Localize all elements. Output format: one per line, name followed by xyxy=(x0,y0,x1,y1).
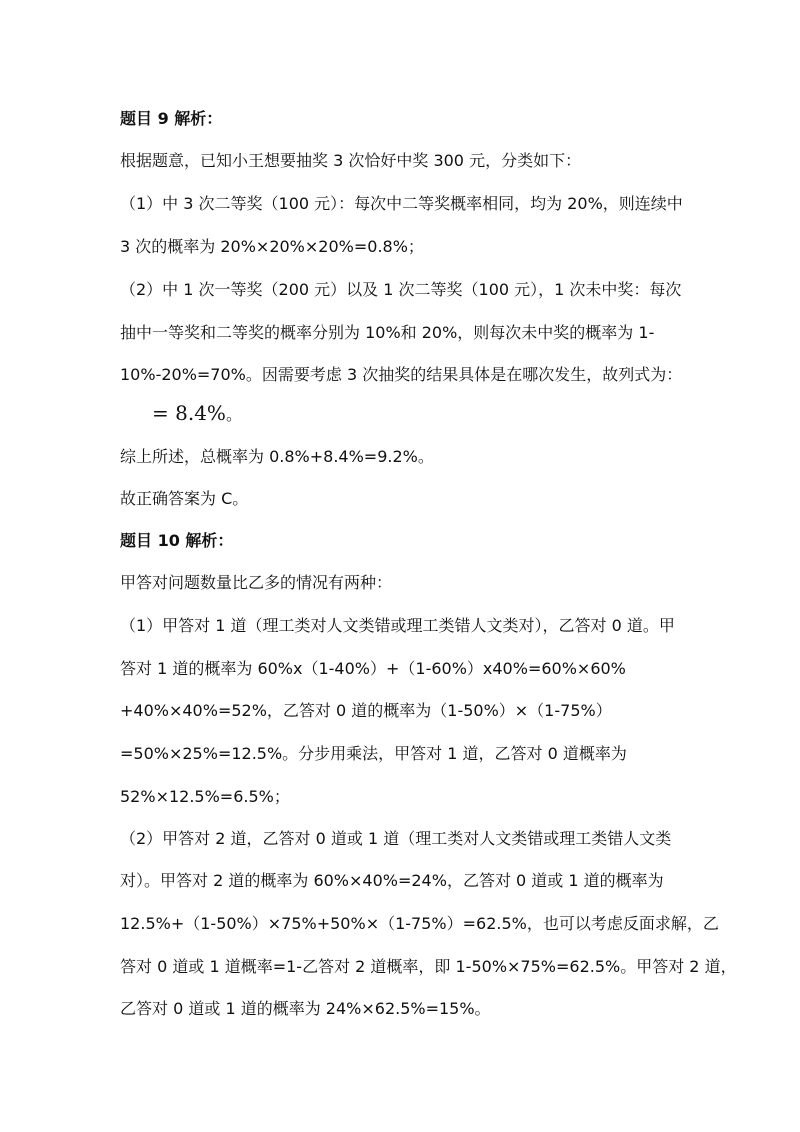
q10-line-2: （1）甲答对 1 道（理工类对人文类错或理工类错人文类对），乙答对 0 道。甲 xyxy=(120,616,675,635)
q10-line-3: 答对 1 道的概率为 60%x（1-40%）+（1-60%）x40%=60%×60% xyxy=(120,659,626,678)
q9-formula xyxy=(152,400,242,428)
q10-line-4: +40%×40%=52%，乙答对 0 道的概率为（1-50%）×（1-75%） xyxy=(120,701,612,720)
q9-formula-expression: = 8.4% xyxy=(152,401,226,425)
q10-heading: 题目 10 解析： xyxy=(120,531,234,550)
q9-answer: 故正确答案为 C。 xyxy=(120,489,249,508)
q10-line-9: 12.5%+（1-50%）×75%+50%×（1-75%）=62.5%，也可以考虑反面求解，乙 xyxy=(120,914,719,933)
q9-heading: 题目 9 解析： xyxy=(120,109,223,128)
q9-line-2: （1）中 3 次二等奖（100 元）：每次中二等奖概率相同，均为 20%，则连续中 xyxy=(120,194,683,213)
q10-line-6: 52%×12.5%=6.5%； xyxy=(120,787,290,806)
q9-line-1: 根据题意，已知小王想要抽奖 3 次恰好中奖 300 元，分类如下： xyxy=(120,151,582,170)
q10-line-1: 甲答对问题数量比乙多的情况有两种： xyxy=(120,573,393,592)
q10-line-10: 答对 0 道或 1 道概率=1-乙答对 2 道概率，即 1-50%×75%=62.5%。甲答对 2 道， xyxy=(120,957,737,976)
q9-line-6: 10%-20%=70%。因需要考虑 3 次抽奖的结果具体是在哪次发生，故列式为： xyxy=(120,365,683,384)
q9-formula-tail: 。 xyxy=(225,405,242,424)
q10-line-7: （2）甲答对 2 道，乙答对 0 道或 1 道（理工类对人文类错或理工类错人文类 xyxy=(120,829,672,848)
q9-summary: 综上所述，总概率为 0.8%+8.4%=9.2%。 xyxy=(120,447,434,466)
q9-line-3: 3 次的概率为 20%×20%×20%=0.8%； xyxy=(120,237,424,256)
q9-line-4: （2）中 1 次一等奖（200 元）以及 1 次二等奖（100 元），1 次未中奖：每次 xyxy=(120,280,682,299)
q10-line-11: 乙答对 0 道或 1 道的概率为 24%×62.5%=15%。 xyxy=(120,999,491,1018)
q10-line-5: =50%×25%=12.5%。分步用乘法，甲答对 1 道，乙答对 0 道概率为 xyxy=(120,744,627,763)
q10-line-8: 对）。甲答对 2 道的概率为 60%×40%=24%，乙答对 0 道或 1 道的概率为 xyxy=(120,871,664,890)
q9-line-5: 抽中一等奖和二等奖的概率分别为 10%和 20%，则每次未中奖的概率为 1- xyxy=(120,323,655,342)
